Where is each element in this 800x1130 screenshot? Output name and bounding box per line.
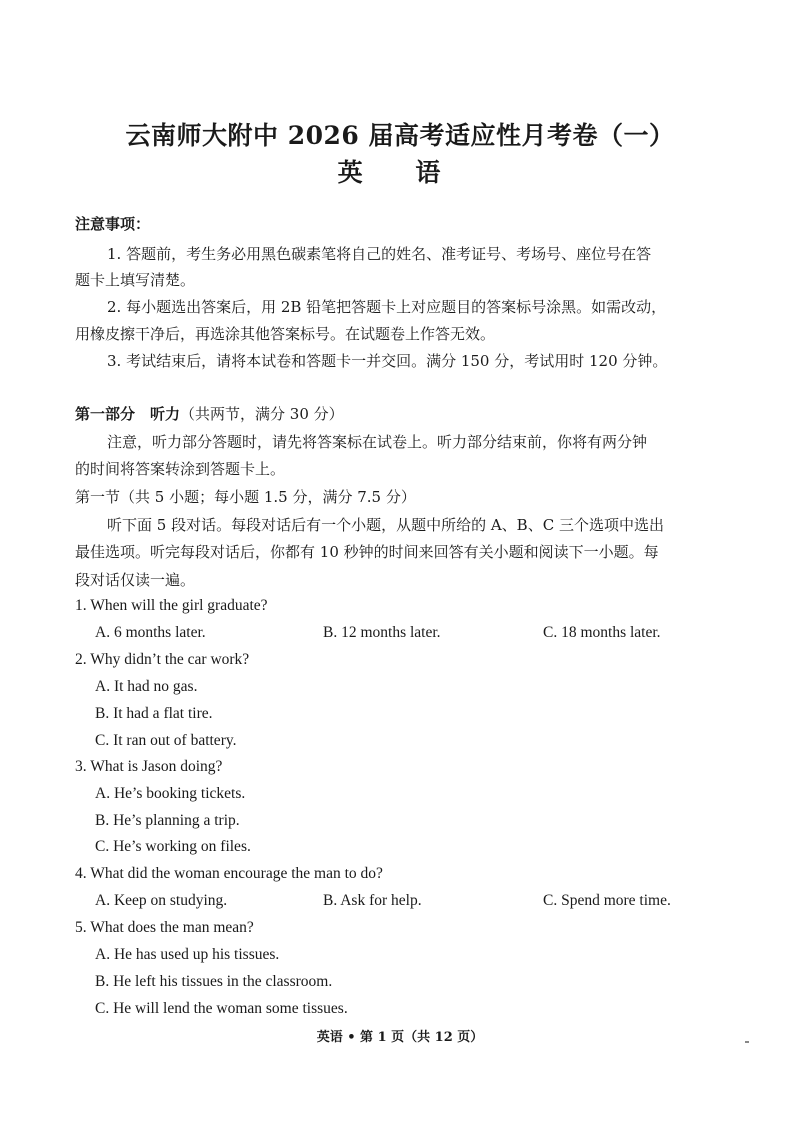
instruction-line-2: 最佳选项。听完每段对话后，你都有 10 秒钟的时间来回答有关小题和阅读下一小题。每	[75, 543, 659, 561]
part1-heading	[75, 404, 344, 424]
question-4-option-a: A. Keep on studying.	[95, 892, 228, 909]
question-1-stem: 1. When will the girl graduate?	[75, 597, 268, 614]
question-4-stem: 4. What did the woman encourage the man to do?	[75, 865, 383, 882]
question-1-option-c: C. 18 months later.	[543, 624, 661, 641]
part1-heading-bold: 第一部分 听力	[75, 405, 181, 423]
instruction-line-1: 听下面 5 段对话。每段对话后有一个小题，从题中所给的 A、B、C 三个选项中选出	[107, 516, 664, 534]
question-3-option-b: B. He’s planning a trip.	[95, 812, 240, 829]
notice-heading: 注意事项：	[75, 215, 151, 233]
question-1-option-a: A. 6 months later.	[95, 624, 206, 641]
section1-heading: 第一节（共 5 小题；每小题 1.5 分，满分 7.5 分）	[75, 488, 416, 506]
notice-item-2-line-2: 用橡皮擦干净后，再选涂其他答案标号。在试题卷上作答无效。	[75, 325, 496, 343]
question-3-stem: 3. What is Jason doing?	[75, 758, 223, 775]
exam-title: 云南师大附中 2026 届高考适应性月考卷（一）	[125, 121, 675, 150]
part1-note-line-1: 注意，听力部分答题时，请先将答案标在试卷上。听力部分结束前，你将有两分钟	[107, 433, 648, 451]
question-5-option-a: A. He has used up his tissues.	[95, 946, 280, 963]
question-2-option-c: C. It ran out of battery.	[95, 732, 237, 749]
notice-item-2-line-1: 2. 每小题选出答案后，用 2B 铅笔把答题卡上对应题目的答案标号涂黑。如需改动，	[107, 298, 667, 316]
question-2-option-a: A. It had no gas.	[95, 678, 198, 695]
question-3-option-c: C. He’s working on files.	[95, 838, 251, 855]
question-5-option-c: C. He will lend the woman some tissues.	[95, 1000, 348, 1017]
question-2-stem: 2. Why didn’t the car work?	[75, 651, 250, 668]
question-5-stem: 5. What does the man mean?	[75, 919, 254, 936]
scan-speck	[745, 1041, 749, 1043]
question-4-option-c: C. Spend more time.	[543, 892, 671, 909]
question-2-option-b: B. It had a flat tire.	[95, 705, 213, 722]
notice-item-1-line-2: 题卡上填写清楚。	[75, 271, 196, 289]
instruction-line-3: 段对话仅读一遍。	[75, 571, 196, 589]
part1-note-line-2: 的时间将答案转涂到答题卡上。	[75, 460, 286, 478]
subject-title: 英 语	[337, 158, 463, 187]
question-3-option-a: A. He’s booking tickets.	[95, 785, 246, 802]
question-1-option-b: B. 12 months later.	[323, 624, 441, 641]
part1-heading-rest: （共两节，满分 30 分）	[180, 405, 344, 423]
notice-item-1-line-1: 1. 答题前，考生务必用黑色碳素笔将自己的姓名、准考证号、考场号、座位号在答	[107, 245, 652, 263]
question-4-option-b: B. Ask for help.	[323, 892, 422, 909]
question-5-option-b: B. He left his tissues in the classroom.	[95, 973, 333, 990]
page-footer: 英语 • 第 1 页（共 12 页）	[316, 1030, 484, 1045]
notice-item-3: 3. 考试结束后，请将本试卷和答题卡一并交回。满分 150 分，考试用时 120 分钟。	[107, 352, 668, 370]
